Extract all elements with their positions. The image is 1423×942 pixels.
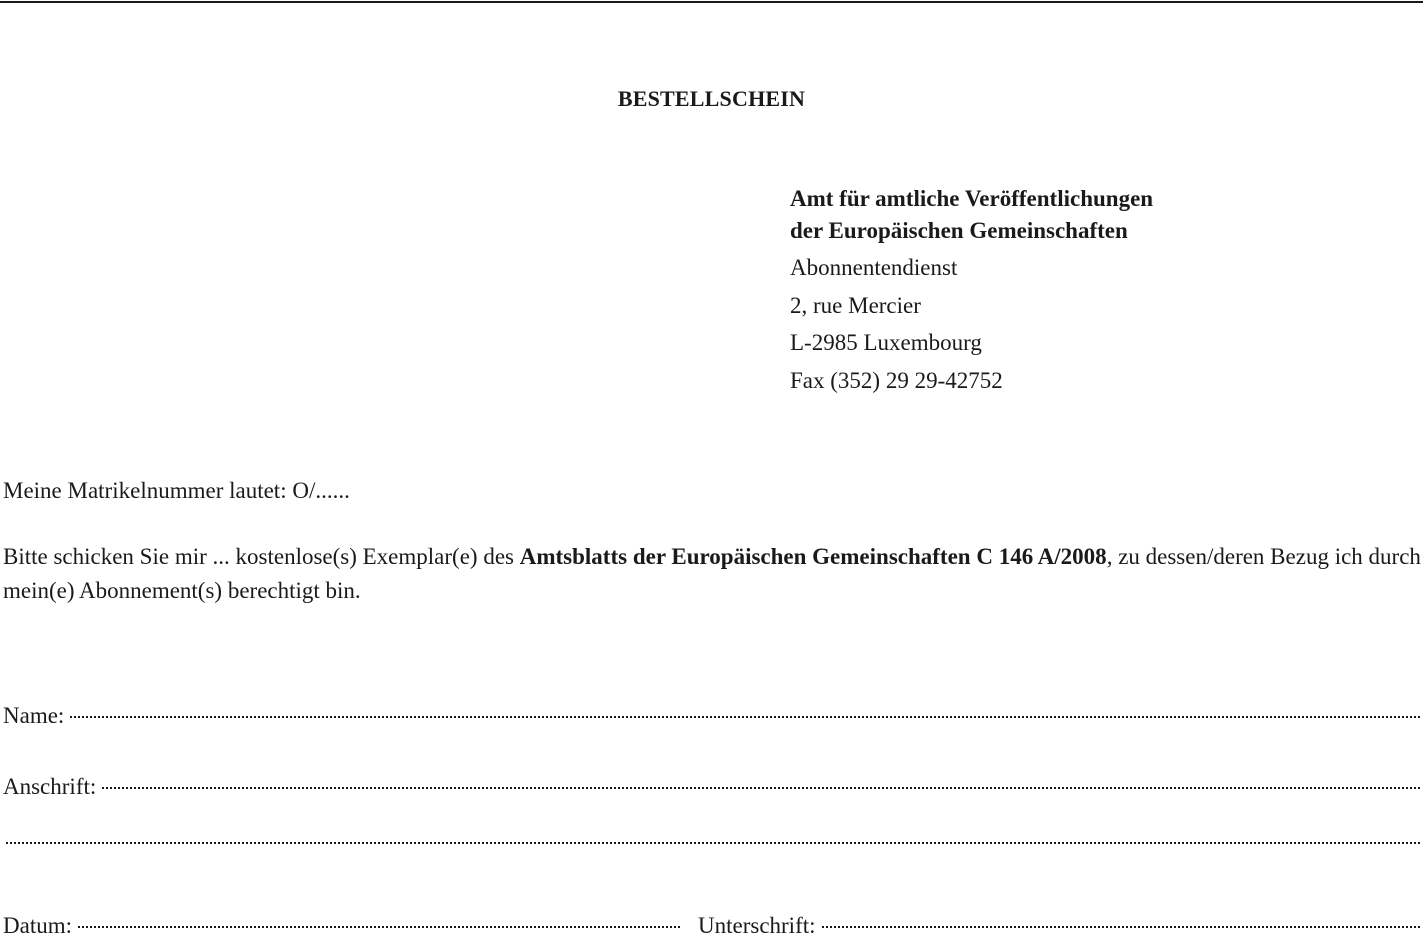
address-field-row-2 <box>3 847 1420 849</box>
address-line-office: Amt für amtliche Veröffentlichungen <box>790 186 1154 211</box>
date-field[interactable] <box>78 926 680 928</box>
date-signature-row <box>3 913 1420 939</box>
journal-title: Amtsblatts der Europäischen Gemeinschaften C 146 A/2008 <box>519 544 1107 569</box>
address-line-department: Abonnentendienst <box>790 255 958 280</box>
request-text-end: , zu dessen/deren Bezug ich durch mein(e) Abonnement(s) berechtigt bin. <box>3 544 1421 603</box>
top-rule <box>0 1 1423 3</box>
page-title: BESTELLSCHEIN <box>617 86 806 111</box>
signature-field[interactable] <box>822 926 1420 928</box>
anschrift-label: Anschrift: <box>3 774 97 799</box>
recipient-address <box>790 183 1153 399</box>
unterschrift-label: Unterschrift: <box>698 913 816 938</box>
address-field-line-2[interactable] <box>6 842 1420 844</box>
name-field-row <box>3 703 1420 729</box>
address-line-street: 2, rue Mercier <box>790 292 921 318</box>
name-field[interactable] <box>70 716 1420 718</box>
datum-label: Datum: <box>3 913 72 938</box>
request-text-start: Bitte schicken Sie mir ... kostenlose(s) Exemplar(e) des <box>3 544 520 569</box>
address-line-office-2: der Europäischen Gemeinschaften <box>790 218 1128 243</box>
name-label: Name: <box>3 703 65 728</box>
address-field-row <box>3 774 1420 800</box>
address-line-fax: Fax (352) 29 29-42752 <box>790 367 1003 393</box>
matrikel-number-text: Meine Matrikelnummer lautet: O/...... <box>3 478 350 503</box>
request-paragraph <box>3 540 1421 608</box>
address-line-city: L-2985 Luxembourg <box>790 330 982 355</box>
address-field[interactable] <box>102 787 1420 789</box>
